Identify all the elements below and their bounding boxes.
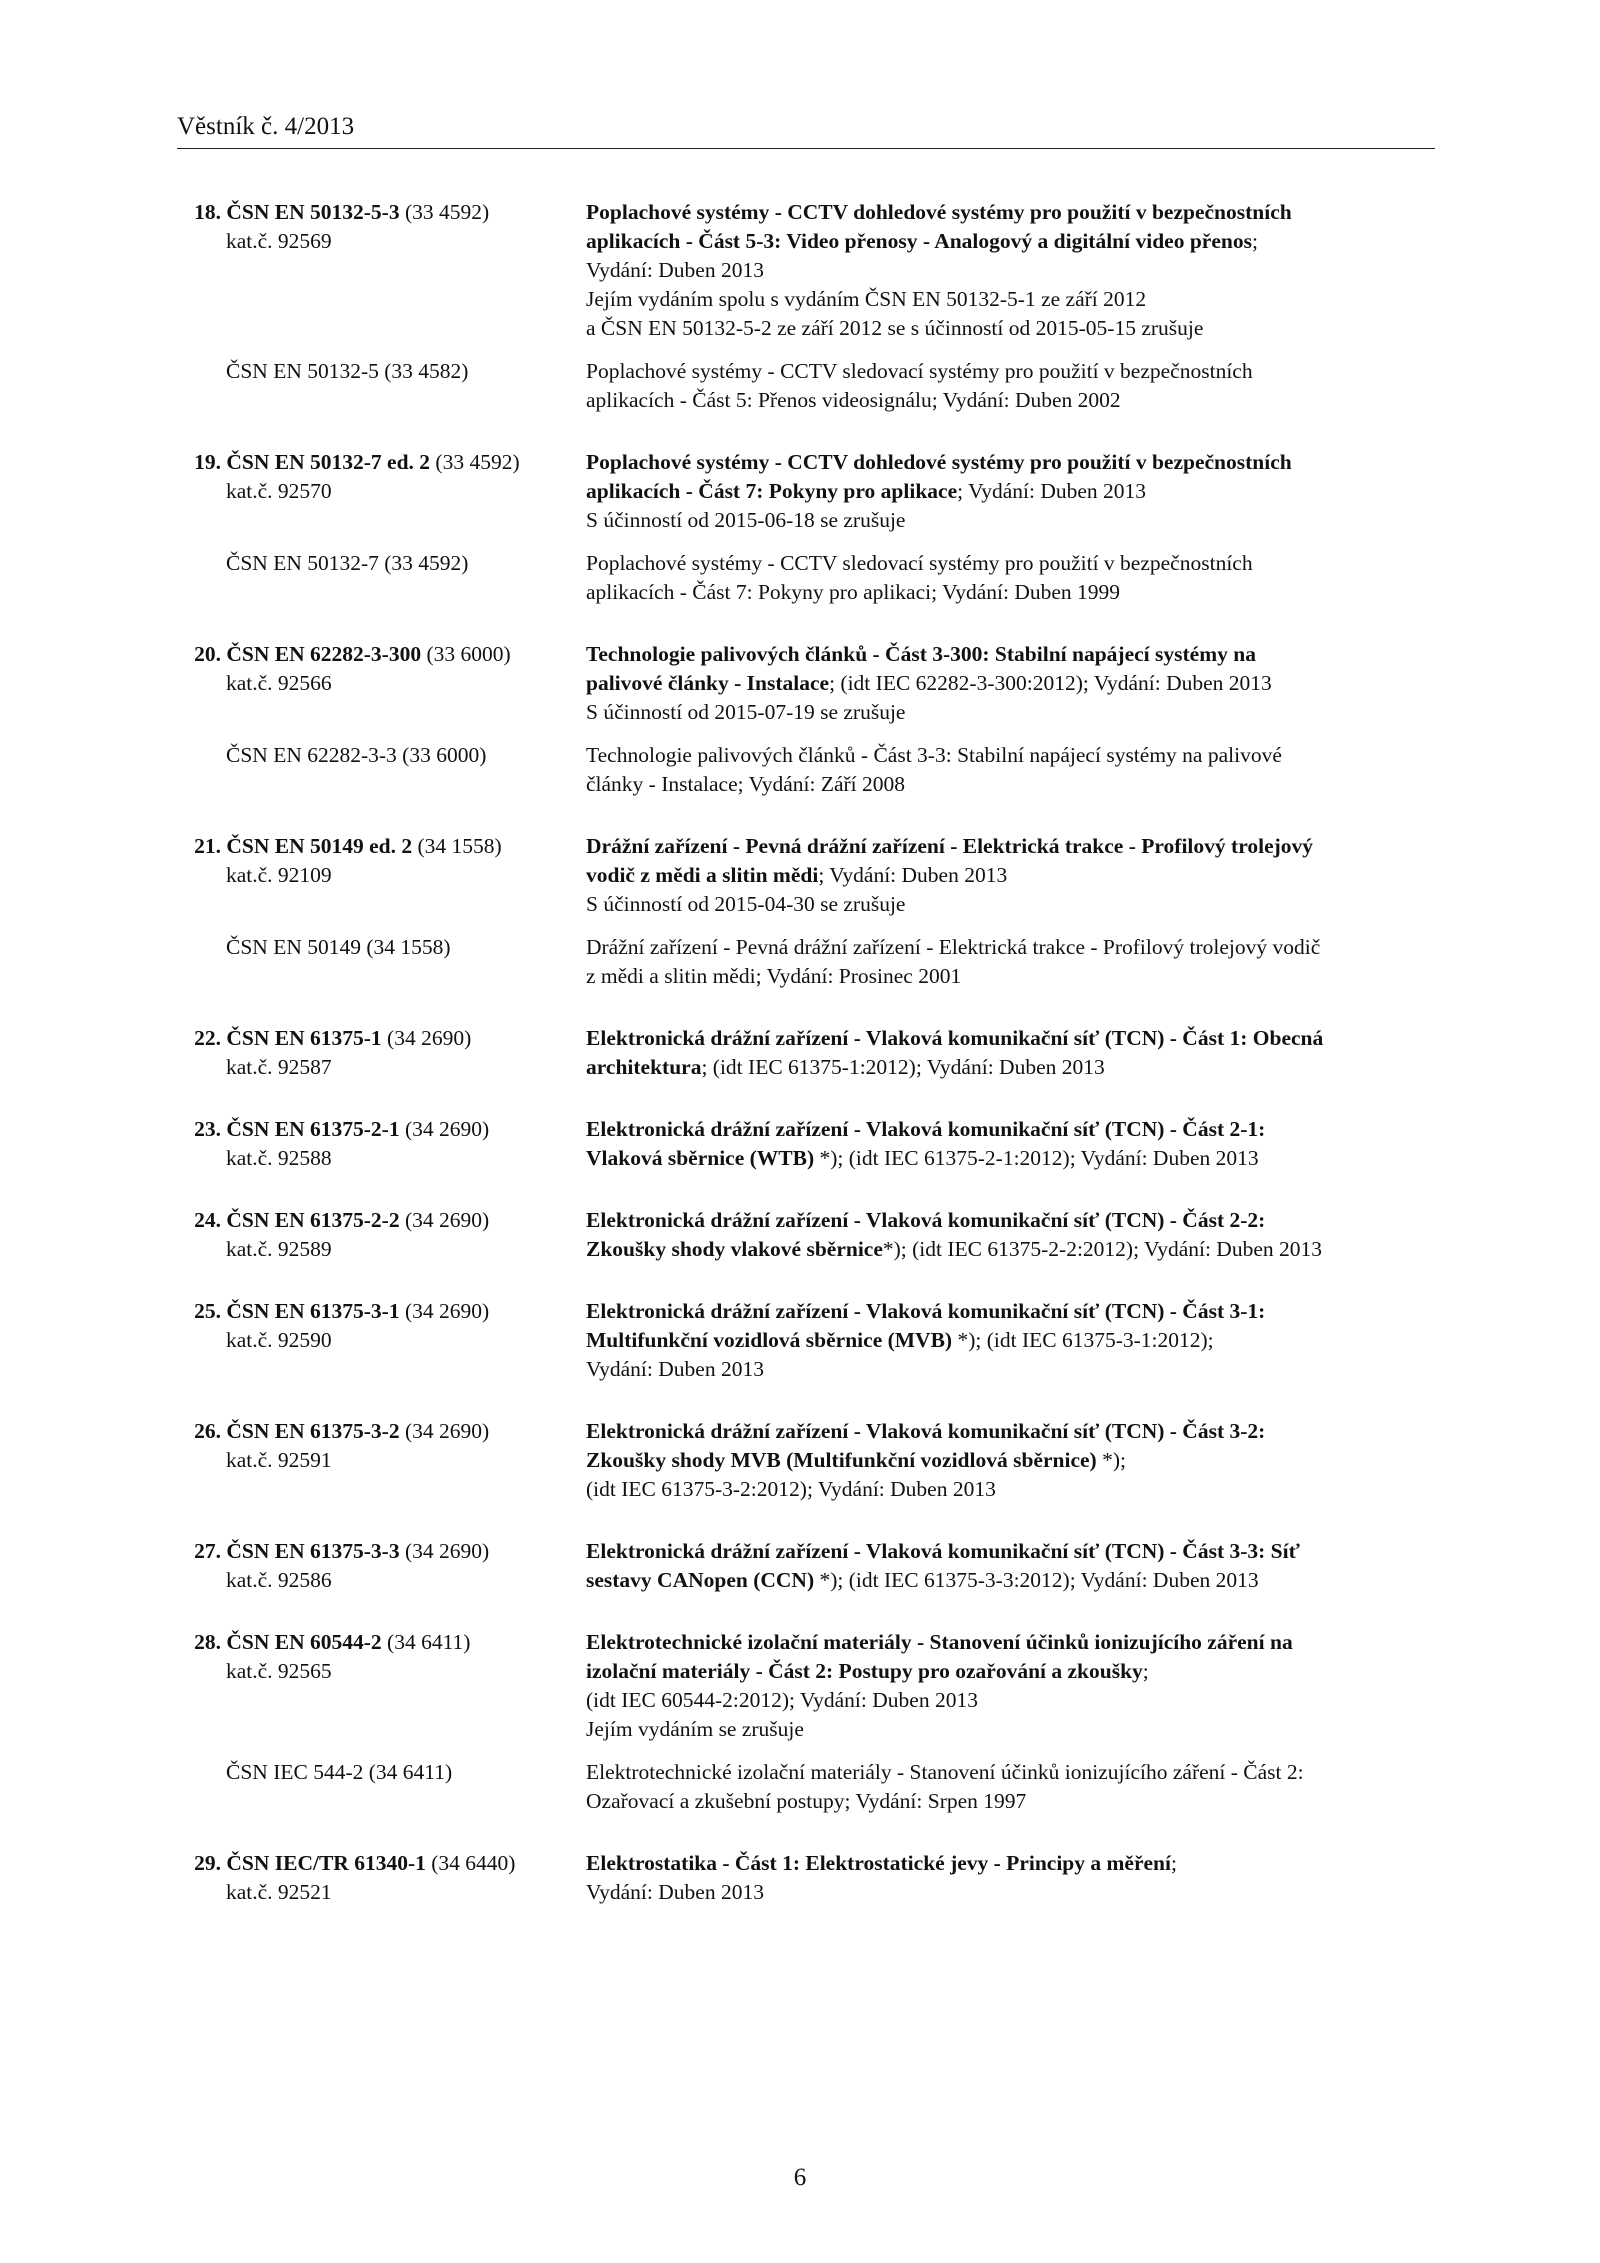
replaced-description: [586, 357, 1436, 415]
entry-main-row: [0, 832, 1600, 919]
description-line: [586, 640, 1436, 669]
replaced-description-line: aplikacích - Část 7: Pokyny pro aplikaci; Vydání: Duben 1999: [586, 580, 1121, 604]
description-line: [586, 198, 1436, 227]
replaced-description: [586, 1758, 1436, 1816]
standards-list: [0, 198, 1600, 1940]
standard-entry: [0, 1417, 1600, 1504]
entry-number: 28.: [194, 1630, 221, 1654]
detail-text: ; Vydání: Duben 2013: [957, 479, 1147, 503]
entry-description: [586, 1628, 1436, 1744]
description-line: [586, 1115, 1436, 1144]
standard-code: ČSN IEC/TR 61340-1: [226, 1851, 426, 1875]
detail-text: Vydání: Duben 2013: [586, 1880, 764, 1904]
replaced-standard-code: ČSN EN 62282-3-3 (33 6000): [226, 743, 487, 767]
standard-entry: [0, 198, 1600, 415]
replaced-description-line: Elektrotechnické izolační materiály - Stanovení účinků ionizujícího záření - Část 2:: [586, 1760, 1304, 1784]
standard-entry: [0, 832, 1600, 991]
title-text: izolační materiály - Část 2: Postupy pro ozařování a zkoušky: [586, 1659, 1143, 1683]
title-text: Elektronická drážní zařízení - Vlaková komunikační síť (TCN) - Část 2-1:: [586, 1117, 1266, 1141]
classification-code: (34 2690): [404, 1299, 490, 1323]
entry-description: [586, 1849, 1436, 1907]
replaced-description-line: Poplachové systémy - CCTV sledovací systémy pro použití v bezpečnostních: [586, 551, 1253, 575]
entry-identifier: [170, 1628, 570, 1686]
replaced-description: [586, 933, 1436, 991]
standard-entry: [0, 1849, 1600, 1907]
entry-description: [586, 1206, 1436, 1264]
title-text: Technologie palivových článků - Část 3-300: Stabilní napájecí systémy na: [586, 642, 1256, 666]
detail-text: S účinností od 2015-06-18 se zrušuje: [586, 508, 906, 532]
page-number: 6: [793, 2164, 807, 2191]
description-line: [586, 1715, 1436, 1744]
standard-code: ČSN EN 61375-2-2: [226, 1208, 400, 1232]
entry-identifier: [170, 1849, 570, 1907]
entry-number: 27.: [194, 1539, 221, 1563]
replaced-standard-row: [0, 357, 1600, 415]
replaced-identifier: [170, 357, 570, 386]
standard-code: ČSN EN 62282-3-300: [226, 642, 422, 666]
title-text: palivové články - Instalace: [586, 671, 830, 695]
classification-code: (33 4592): [404, 200, 490, 224]
entry-identifier: [170, 1024, 570, 1082]
entry-main-row: [0, 1115, 1600, 1173]
entry-description: [586, 1115, 1436, 1173]
classification-code: (34 6440): [431, 1851, 516, 1875]
entry-number: 22.: [194, 1026, 221, 1050]
entry-description: [586, 1024, 1436, 1082]
description-line: [586, 1446, 1436, 1475]
standard-code: ČSN EN 50149 ed. 2: [226, 834, 413, 858]
standard-code: ČSN EN 61375-2-1: [226, 1117, 400, 1141]
entry-identifier: [170, 1206, 570, 1264]
classification-code: (34 1558): [417, 834, 502, 858]
description-line: [586, 890, 1436, 919]
entry-identifier: [170, 1297, 570, 1355]
title-text: Elektrotechnické izolační materiály - Stanovení účinků ionizujícího záření na: [586, 1630, 1293, 1654]
entry-main-row: [0, 1206, 1600, 1264]
detail-text: ;: [1251, 229, 1258, 253]
description-line: [586, 448, 1436, 477]
description-line: [586, 1657, 1436, 1686]
standard-code: ČSN EN 61375-3-3: [226, 1539, 400, 1563]
entry-identifier: [170, 1537, 570, 1595]
entry-identifier: [170, 198, 570, 256]
detail-text: Jejím vydáním se zrušuje: [586, 1717, 804, 1741]
catalog-number: kat.č. 92590: [226, 1328, 332, 1352]
description-line: [586, 669, 1436, 698]
classification-code: (33 4592): [435, 450, 520, 474]
entry-description: [586, 1537, 1436, 1595]
detail-text: S účinností od 2015-07-19 se zrušuje: [586, 700, 906, 724]
detail-text: (idt IEC 60544-2:2012); Vydání: Duben 2013: [586, 1688, 978, 1712]
catalog-number: kat.č. 92565: [226, 1659, 332, 1683]
entry-description: [586, 1297, 1436, 1384]
detail-text: *); (idt IEC 61375-2-2:2012); Vydání: Duben 2013: [882, 1237, 1323, 1261]
description-line: [586, 506, 1436, 535]
classification-code: (34 2690): [387, 1026, 472, 1050]
catalog-number: kat.č. 92566: [226, 671, 332, 695]
replaced-description-line: z mědi a slitin mědi; Vydání: Prosinec 2001: [586, 964, 962, 988]
catalog-number: kat.č. 92591: [226, 1448, 332, 1472]
description-line: [586, 1144, 1436, 1173]
description-line: [586, 1053, 1436, 1082]
replaced-description-line: Poplachové systémy - CCTV sledovací systémy pro použití v bezpečnostních: [586, 359, 1253, 383]
title-text: Elektronická drážní zařízení - Vlaková komunikační síť (TCN) - Část 3-3: Síť: [586, 1539, 1300, 1563]
standard-code: ČSN EN 50132-5-3: [226, 200, 400, 224]
standard-entry: [0, 448, 1600, 607]
entry-main-row: [0, 448, 1600, 535]
entry-number: 21.: [194, 834, 221, 858]
description-line: [586, 1566, 1436, 1595]
standard-entry: [0, 640, 1600, 799]
entry-main-row: [0, 1628, 1600, 1744]
entry-description: [586, 448, 1436, 535]
catalog-number: kat.č. 92589: [226, 1237, 332, 1261]
description-line: [586, 1024, 1436, 1053]
entry-number: 29.: [194, 1851, 221, 1875]
journal-title: Věstník č. 4/2013: [177, 113, 355, 140]
standard-entry: [0, 1115, 1600, 1173]
title-text: Elektronická drážní zařízení - Vlaková komunikační síť (TCN) - Část 1: Obecná: [586, 1026, 1324, 1050]
replaced-identifier: [170, 933, 570, 962]
detail-text: ; (idt IEC 61375-1:2012); Vydání: Duben 2013: [701, 1055, 1105, 1079]
title-text: vodič z mědi a slitin mědi: [586, 863, 819, 887]
replaced-description-line: články - Instalace; Vydání: Září 2008: [586, 772, 906, 796]
replaced-description: [586, 741, 1436, 799]
entry-main-row: [0, 640, 1600, 727]
description-line: [586, 285, 1436, 314]
description-line: [586, 1326, 1436, 1355]
replaced-description-line: Drážní zařízení - Pevná drážní zařízení - Elektrická trakce - Profilový trolejový vodič: [586, 935, 1321, 959]
replaced-description-line: Technologie palivových článků - Část 3-3: Stabilní napájecí systémy na palivové: [586, 743, 1282, 767]
replaced-description-line: Ozařovací a zkušební postupy; Vydání: Srpen 1997: [586, 1789, 1027, 1813]
detail-text: ; (idt IEC 62282-3-300:2012); Vydání: Duben 2013: [829, 671, 1272, 695]
detail-text: *); (idt IEC 61375-3-1:2012);: [952, 1328, 1214, 1352]
entry-number: 26.: [194, 1419, 221, 1443]
detail-text: *);: [1096, 1448, 1126, 1472]
description-line: [586, 1628, 1436, 1657]
title-text: Multifunkční vozidlová sběrnice (MVB): [586, 1328, 953, 1352]
standard-entry: [0, 1537, 1600, 1595]
title-text: Elektronická drážní zařízení - Vlaková komunikační síť (TCN) - Část 3-2:: [586, 1419, 1266, 1443]
title-text: Poplachové systémy - CCTV dohledové systémy pro použití v bezpečnostních: [586, 450, 1292, 474]
detail-text: a ČSN EN 50132-5-2 ze září 2012 se s účinností od 2015-05-15 zrušuje: [586, 316, 1204, 340]
title-text: Drážní zařízení - Pevná drážní zařízení - Elektrická trakce - Profilový trolejový: [586, 834, 1314, 858]
page-header: [177, 110, 1435, 149]
title-text: aplikacích - Část 5-3: Video přenosy - Analogový a digitální video přenos: [586, 229, 1252, 253]
entry-main-row: [0, 198, 1600, 343]
description-line: [586, 1297, 1436, 1326]
title-text: Elektrostatika - Část 1: Elektrostatické jevy - Principy a měření: [586, 1851, 1171, 1875]
entry-number: 18.: [194, 200, 221, 224]
catalog-number: kat.č. 92521: [226, 1880, 332, 1904]
standard-entry: [0, 1628, 1600, 1816]
replaced-identifier: [170, 549, 570, 578]
entry-main-row: [0, 1417, 1600, 1504]
description-line: [586, 1355, 1436, 1384]
entry-identifier: [170, 640, 570, 698]
description-line: [586, 1206, 1436, 1235]
replaced-standard-code: ČSN EN 50149 (34 1558): [226, 935, 451, 959]
replaced-standard-row: [0, 741, 1600, 799]
classification-code: (33 6000): [426, 642, 511, 666]
replaced-standard-row: [0, 1758, 1600, 1816]
catalog-number: kat.č. 92587: [226, 1055, 332, 1079]
catalog-number: kat.č. 92586: [226, 1568, 332, 1592]
replaced-identifier: [170, 1758, 570, 1787]
replaced-standard-row: [0, 549, 1600, 607]
entry-number: 19.: [194, 450, 221, 474]
description-line: [586, 256, 1436, 285]
detail-text: S účinností od 2015-04-30 se zrušuje: [586, 892, 906, 916]
standard-code: ČSN EN 60544-2: [226, 1630, 382, 1654]
classification-code: (34 2690): [404, 1419, 490, 1443]
entry-number: 25.: [194, 1299, 221, 1323]
replaced-standard-code: ČSN EN 50132-5 (33 4582): [226, 359, 469, 383]
replaced-identifier: [170, 741, 570, 770]
replaced-standard-code: ČSN IEC 544-2 (34 6411): [226, 1760, 453, 1784]
entry-description: [586, 1417, 1436, 1504]
detail-text: ;: [1170, 1851, 1177, 1875]
classification-code: (34 6411): [387, 1630, 471, 1654]
catalog-number: kat.č. 92569: [226, 229, 332, 253]
entry-main-row: [0, 1537, 1600, 1595]
description-line: [586, 832, 1436, 861]
entry-main-row: [0, 1024, 1600, 1082]
entry-identifier: [170, 448, 570, 506]
description-line: [586, 1878, 1436, 1907]
standard-entry: [0, 1206, 1600, 1264]
description-line: [586, 314, 1436, 343]
classification-code: (34 2690): [404, 1208, 490, 1232]
entry-main-row: [0, 1849, 1600, 1907]
title-text: Zkoušky shody MVB (Multifunkční vozidlová sběrnice): [586, 1448, 1097, 1472]
title-text: Vlaková sběrnice (WTB): [586, 1146, 815, 1170]
entry-main-row: [0, 1297, 1600, 1384]
description-line: [586, 1537, 1436, 1566]
title-text: Zkoušky shody vlakové sběrnice: [586, 1237, 883, 1261]
description-line: [586, 1475, 1436, 1504]
replaced-standard-row: [0, 933, 1600, 991]
description-line: [586, 698, 1436, 727]
entry-description: [586, 832, 1436, 919]
entry-description: [586, 640, 1436, 727]
catalog-number: kat.č. 92570: [226, 479, 332, 503]
description-line: [586, 477, 1436, 506]
entry-identifier: [170, 832, 570, 890]
replaced-description-line: aplikacích - Část 5: Přenos videosignálu; Vydání: Duben 2002: [586, 388, 1121, 412]
catalog-number: kat.č. 92588: [226, 1146, 332, 1170]
detail-text: ;: [1142, 1659, 1149, 1683]
description-line: [586, 861, 1436, 890]
entry-number: 20.: [194, 642, 221, 666]
description-line: [586, 1235, 1436, 1264]
title-text: Poplachové systémy - CCTV dohledové systémy pro použití v bezpečnostních: [586, 200, 1292, 224]
title-text: architektura: [586, 1055, 702, 1079]
title-text: aplikacích - Část 7: Pokyny pro aplikace: [586, 479, 958, 503]
standard-code: ČSN EN 50132-7 ed. 2: [226, 450, 431, 474]
standard-code: ČSN EN 61375-3-2: [226, 1419, 400, 1443]
catalog-number: kat.č. 92109: [226, 863, 332, 887]
detail-text: Vydání: Duben 2013: [586, 258, 764, 282]
entry-number: 24.: [194, 1208, 221, 1232]
description-line: [586, 1686, 1436, 1715]
replaced-standard-code: ČSN EN 50132-7 (33 4592): [226, 551, 469, 575]
entry-identifier: [170, 1115, 570, 1173]
standard-code: ČSN EN 61375-3-1: [226, 1299, 400, 1323]
title-text: sestavy CANopen (CCN): [586, 1568, 815, 1592]
standard-entry: [0, 1024, 1600, 1082]
detail-text: ; Vydání: Duben 2013: [818, 863, 1008, 887]
classification-code: (34 2690): [404, 1117, 490, 1141]
detail-text: Vydání: Duben 2013: [586, 1357, 764, 1381]
replaced-description: [586, 549, 1436, 607]
entry-number: 23.: [194, 1117, 221, 1141]
description-line: [586, 1417, 1436, 1446]
detail-text: *); (idt IEC 61375-2-1:2012); Vydání: Duben 2013: [814, 1146, 1259, 1170]
detail-text: *); (idt IEC 61375-3-3:2012); Vydání: Duben 2013: [814, 1568, 1259, 1592]
detail-text: Jejím vydáním spolu s vydáním ČSN EN 50132-5-1 ze září 2012: [586, 287, 1147, 311]
description-line: [586, 227, 1436, 256]
detail-text: (idt IEC 61375-3-2:2012); Vydání: Duben 2013: [586, 1477, 996, 1501]
description-line: [586, 1849, 1436, 1878]
entry-description: [586, 198, 1436, 343]
standard-code: ČSN EN 61375-1: [226, 1026, 382, 1050]
entry-identifier: [170, 1417, 570, 1475]
title-text: Elektronická drážní zařízení - Vlaková komunikační síť (TCN) - Část 3-1:: [586, 1299, 1266, 1323]
standard-entry: [0, 1297, 1600, 1384]
title-text: Elektronická drážní zařízení - Vlaková komunikační síť (TCN) - Část 2-2:: [586, 1208, 1266, 1232]
classification-code: (34 2690): [404, 1539, 490, 1563]
